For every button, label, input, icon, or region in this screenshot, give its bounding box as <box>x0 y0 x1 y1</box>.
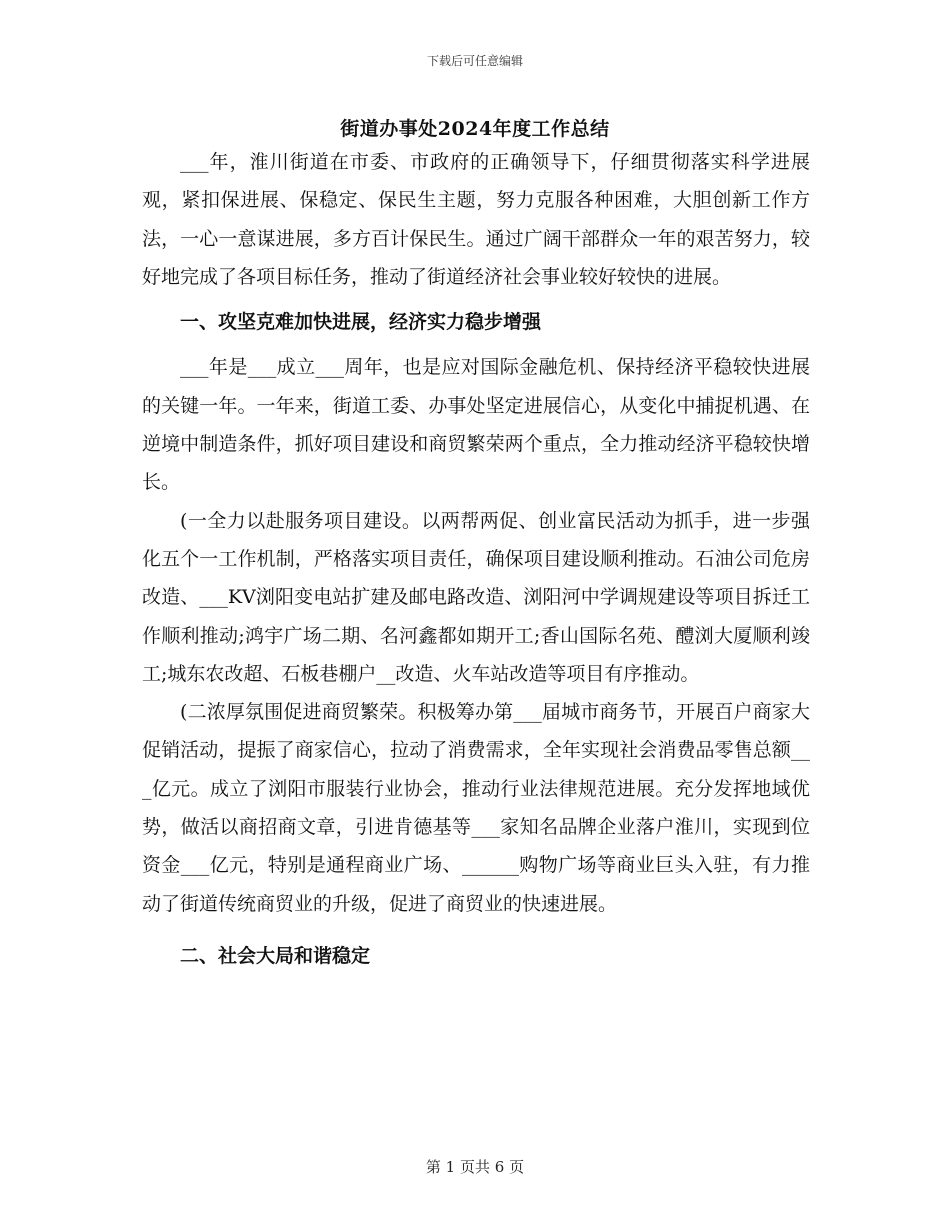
section-heading-2: 二、社会大局和谐稳定 <box>180 944 371 967</box>
document-title: 街道办事处2024年度工作总结 <box>340 118 610 140</box>
body-paragraph: (二浓厚氛围促进商贸繁荣。积极筹办第___届城市商务节，开展百户商家大促销活动，提振了商家信心，拉动了消费需求，全年实现社会消费品零售总额___亿元。成立了浏阳市服装行业协会，推动行业法律规范进展。充分发挥地域优势，做活以商招商文章，引进肯德基等___家知名品牌企业落户淮川，实现到位资金___亿元，特别是通程商业广场、______购物广场等商业巨头入驻，有力推动了街道传统商贸业的升级，促进了商贸业的快速进展。 <box>142 701 810 915</box>
section-heading-1: 一、攻坚克难加快进展，经济实力稳步增强 <box>180 311 542 334</box>
header-note: 下载后可任意编辑 <box>426 54 523 68</box>
body-paragraph: (一全力以赴服务项目建设。以两帮两促、创业富民活动为抓手，进一步强化五个一工作机制，严格落实项目责任，确保项目建设顺利推动。石油公司危房改造、___KV浏阳变电站扩建及邮电路改造、浏阳河中学调规建设等项目拆迁工作顺利推动;鸿宇广场二期、名河鑫都如期开工;香山国际名苑、醴浏大厦顺利竣工;城东农改超、石板巷棚户__改造、火车站改造等项目有序推动。 <box>142 509 810 685</box>
body-paragraph: ___年是___成立___周年，也是应对国际金融危机、保持经济平稳较快进展的关键一年。一年来，街道工委、办事处坚定进展信心，从变化中捕捉机遇、在逆境中制造条件，抓好项目建设和商贸繁荣两个重点，全力推动经济平稳较快增长。 <box>142 356 810 494</box>
document-body <box>142 143 810 982</box>
page-number: 第 1 页共 6 页 <box>425 1158 525 1176</box>
intro-paragraph: ___年，淮川街道在市委、市政府的正确领导下，仔细贯彻落实科学进展观，紧扣保进展、保稳定、保民生主题，努力克服各种困难，大胆创新工作方法，一心一意谋进展，多方百计保民生。通过广阔干部群众一年的艰苦努力，较好地完成了各项目标任务，推动了街道经济社会事业较好较快的进展。 <box>142 151 810 288</box>
